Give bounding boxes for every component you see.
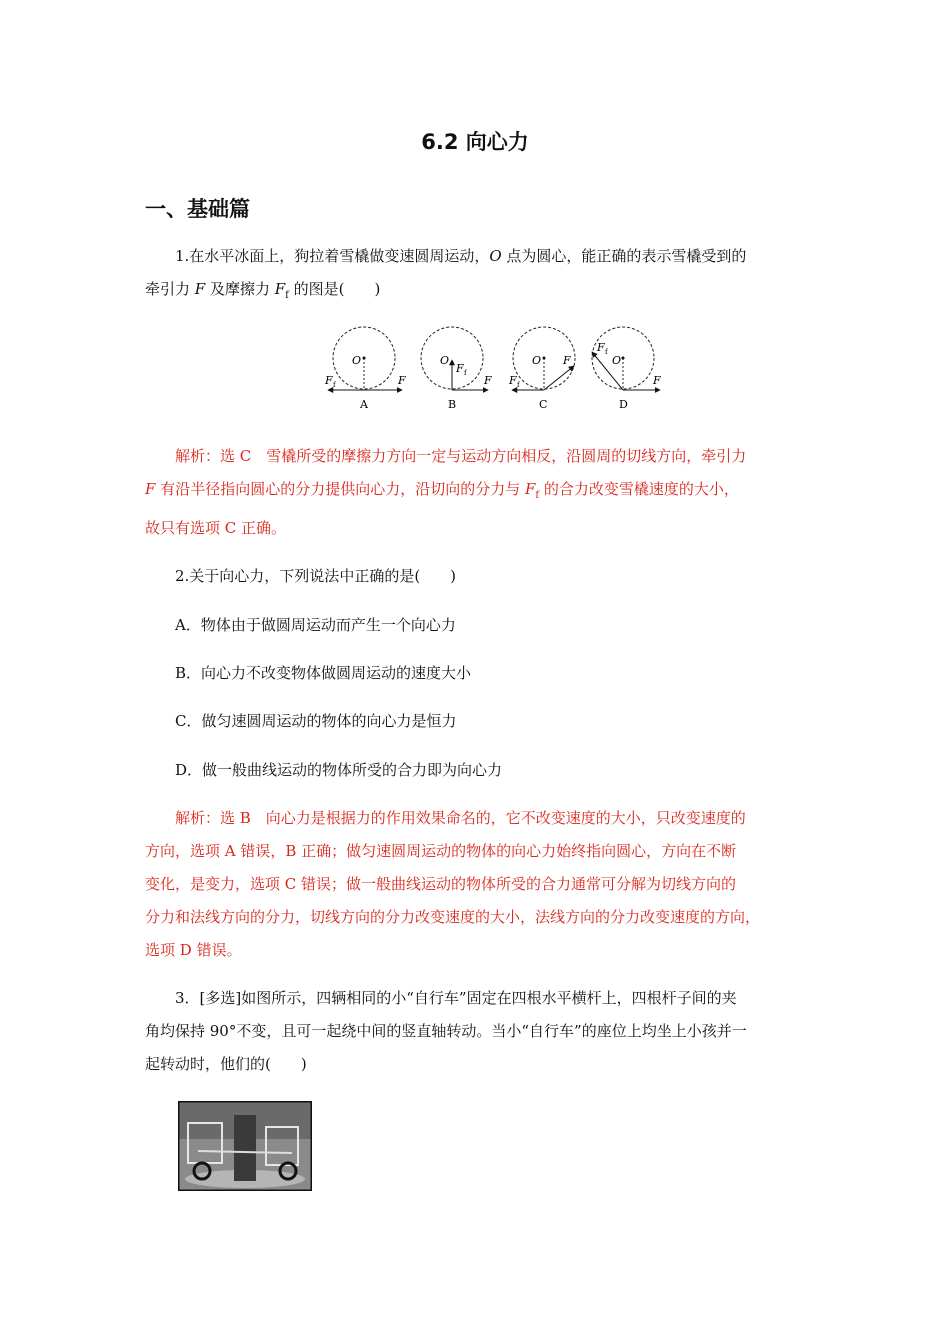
page-title: 6.2 向心力 — [421, 130, 529, 154]
diagram-d-label: D — [619, 398, 628, 411]
diagram-b-o: O — [440, 354, 450, 367]
q2-option-d: D．做一般曲线运动的物体所受的合力即为向心力 — [175, 761, 503, 779]
answer-2-line-5: 选项 D 错误。 — [145, 941, 242, 959]
q1-text-2: 点为圆心，能正确的表示雪橇受到的 — [501, 247, 747, 265]
q3-line-3: 起转动时，他们的( ) — [145, 1055, 307, 1073]
answer-1-text-3: 的合力改变雪橇速度的大小， — [539, 480, 739, 498]
diagram-d-ff-sub: f — [605, 348, 608, 356]
diagram-b-label: B — [448, 398, 457, 411]
answer-2 — [145, 802, 805, 967]
question-1-stem — [145, 240, 805, 312]
answer-1-line-2 — [145, 473, 805, 512]
diagram-d — [592, 327, 661, 411]
answer-1-text-2: 有沿半径指向圆心的分力提供向心力，沿切向的分力与 — [155, 480, 525, 498]
q2-option-a: A．物体由于做圆周运动而产生一个向心力 — [175, 616, 456, 634]
diagram-b-ff-sub: f — [464, 369, 467, 377]
q1-text-3: 牵引力 — [145, 280, 195, 298]
answer-1 — [145, 440, 805, 545]
bicycle-carousel-photo — [178, 1101, 312, 1191]
force-diagrams — [320, 326, 670, 416]
diagram-c — [508, 327, 575, 411]
q3-line-2: 角均保持 90°不变，且可一起绕中间的竖直轴转动。当小“自行车”的座位上均坐上小孩并一 — [145, 1022, 747, 1040]
q3-line-1: 3．[多选]如图所示，四辆相同的小“自行车”固定在四根水平横杆上，四根杆子间的夹 — [175, 989, 737, 1007]
answer-1-line-3: 故只有选项 C 正确。 — [145, 519, 287, 537]
diagram-c-f: F — [563, 354, 571, 367]
diagram-a-ff: F — [325, 374, 333, 387]
answer-1-line-1: 解析：选 C 雪橇所受的摩擦力方向一定与运动方向相反，沿圆周的切线方向，牵引力 — [175, 447, 747, 465]
section-heading: 一、基础篇 — [145, 197, 250, 221]
diagram-a-o: O — [352, 354, 362, 367]
question-3-stem — [145, 982, 805, 1081]
q1-f-symbol: F — [194, 280, 206, 298]
diagram-b — [421, 327, 492, 411]
answer-1-f-symbol: F — [145, 480, 156, 498]
answer-1-ff-symbol: F — [524, 480, 536, 498]
answer-2-line-1: 解析：选 B 向心力是根据力的作用效果命名的，它不改变速度的大小，只改变速度的 — [175, 809, 746, 827]
diagram-b-f: F — [484, 374, 492, 387]
q1-ff-symbol: F — [274, 280, 286, 298]
q1-text-4: 及摩擦力 — [205, 280, 275, 298]
diagram-c-o: O — [532, 354, 542, 367]
q1-text-5: 的图是( ) — [288, 280, 381, 298]
diagram-d-ff: F — [597, 341, 605, 354]
q1-text-1: 1.在水平冰面上，狗拉着雪橇做变速圆周运动， — [175, 247, 490, 265]
question-2-stem: 2.关于向心力，下列说法中正确的是( ) — [175, 567, 457, 585]
diagram-d-f: F — [653, 374, 661, 387]
q1-o-symbol: O — [489, 247, 502, 265]
answer-2-line-4: 分力和法线方向的分力，切线方向的分力改变速度的大小，法线方向的分力改变速度的方向， — [145, 908, 761, 926]
answer-1-ff-sub: f — [535, 490, 540, 501]
diagram-a-f: F — [398, 374, 406, 387]
diagram-a — [324, 327, 406, 411]
diagram-b-ff: F — [456, 362, 464, 375]
diagram-c-ff-sub: f — [517, 381, 520, 389]
q2-option-c: C．做匀速圆周运动的物体的向心力是恒力 — [175, 712, 457, 730]
q2-option-b: B．向心力不改变物体做圆周运动的速度大小 — [175, 664, 472, 682]
diagram-d-o: O — [612, 354, 622, 367]
answer-2-line-2: 方向，选项 A 错误，B 正确；做匀速圆周运动的物体的向心力始终指向圆心，方向在不断 — [145, 842, 737, 860]
diagram-a-label: A — [360, 398, 368, 411]
diagram-a-ff-sub: f — [333, 381, 336, 389]
q1-ff-sub: f — [285, 290, 289, 301]
diagram-c-label: C — [539, 398, 548, 411]
answer-2-line-3: 变化，是变力，选项 C 错误；做一般曲线运动的物体所受的合力通常可分解为切线方向的 — [145, 875, 737, 893]
diagram-c-ff: F — [509, 374, 517, 387]
